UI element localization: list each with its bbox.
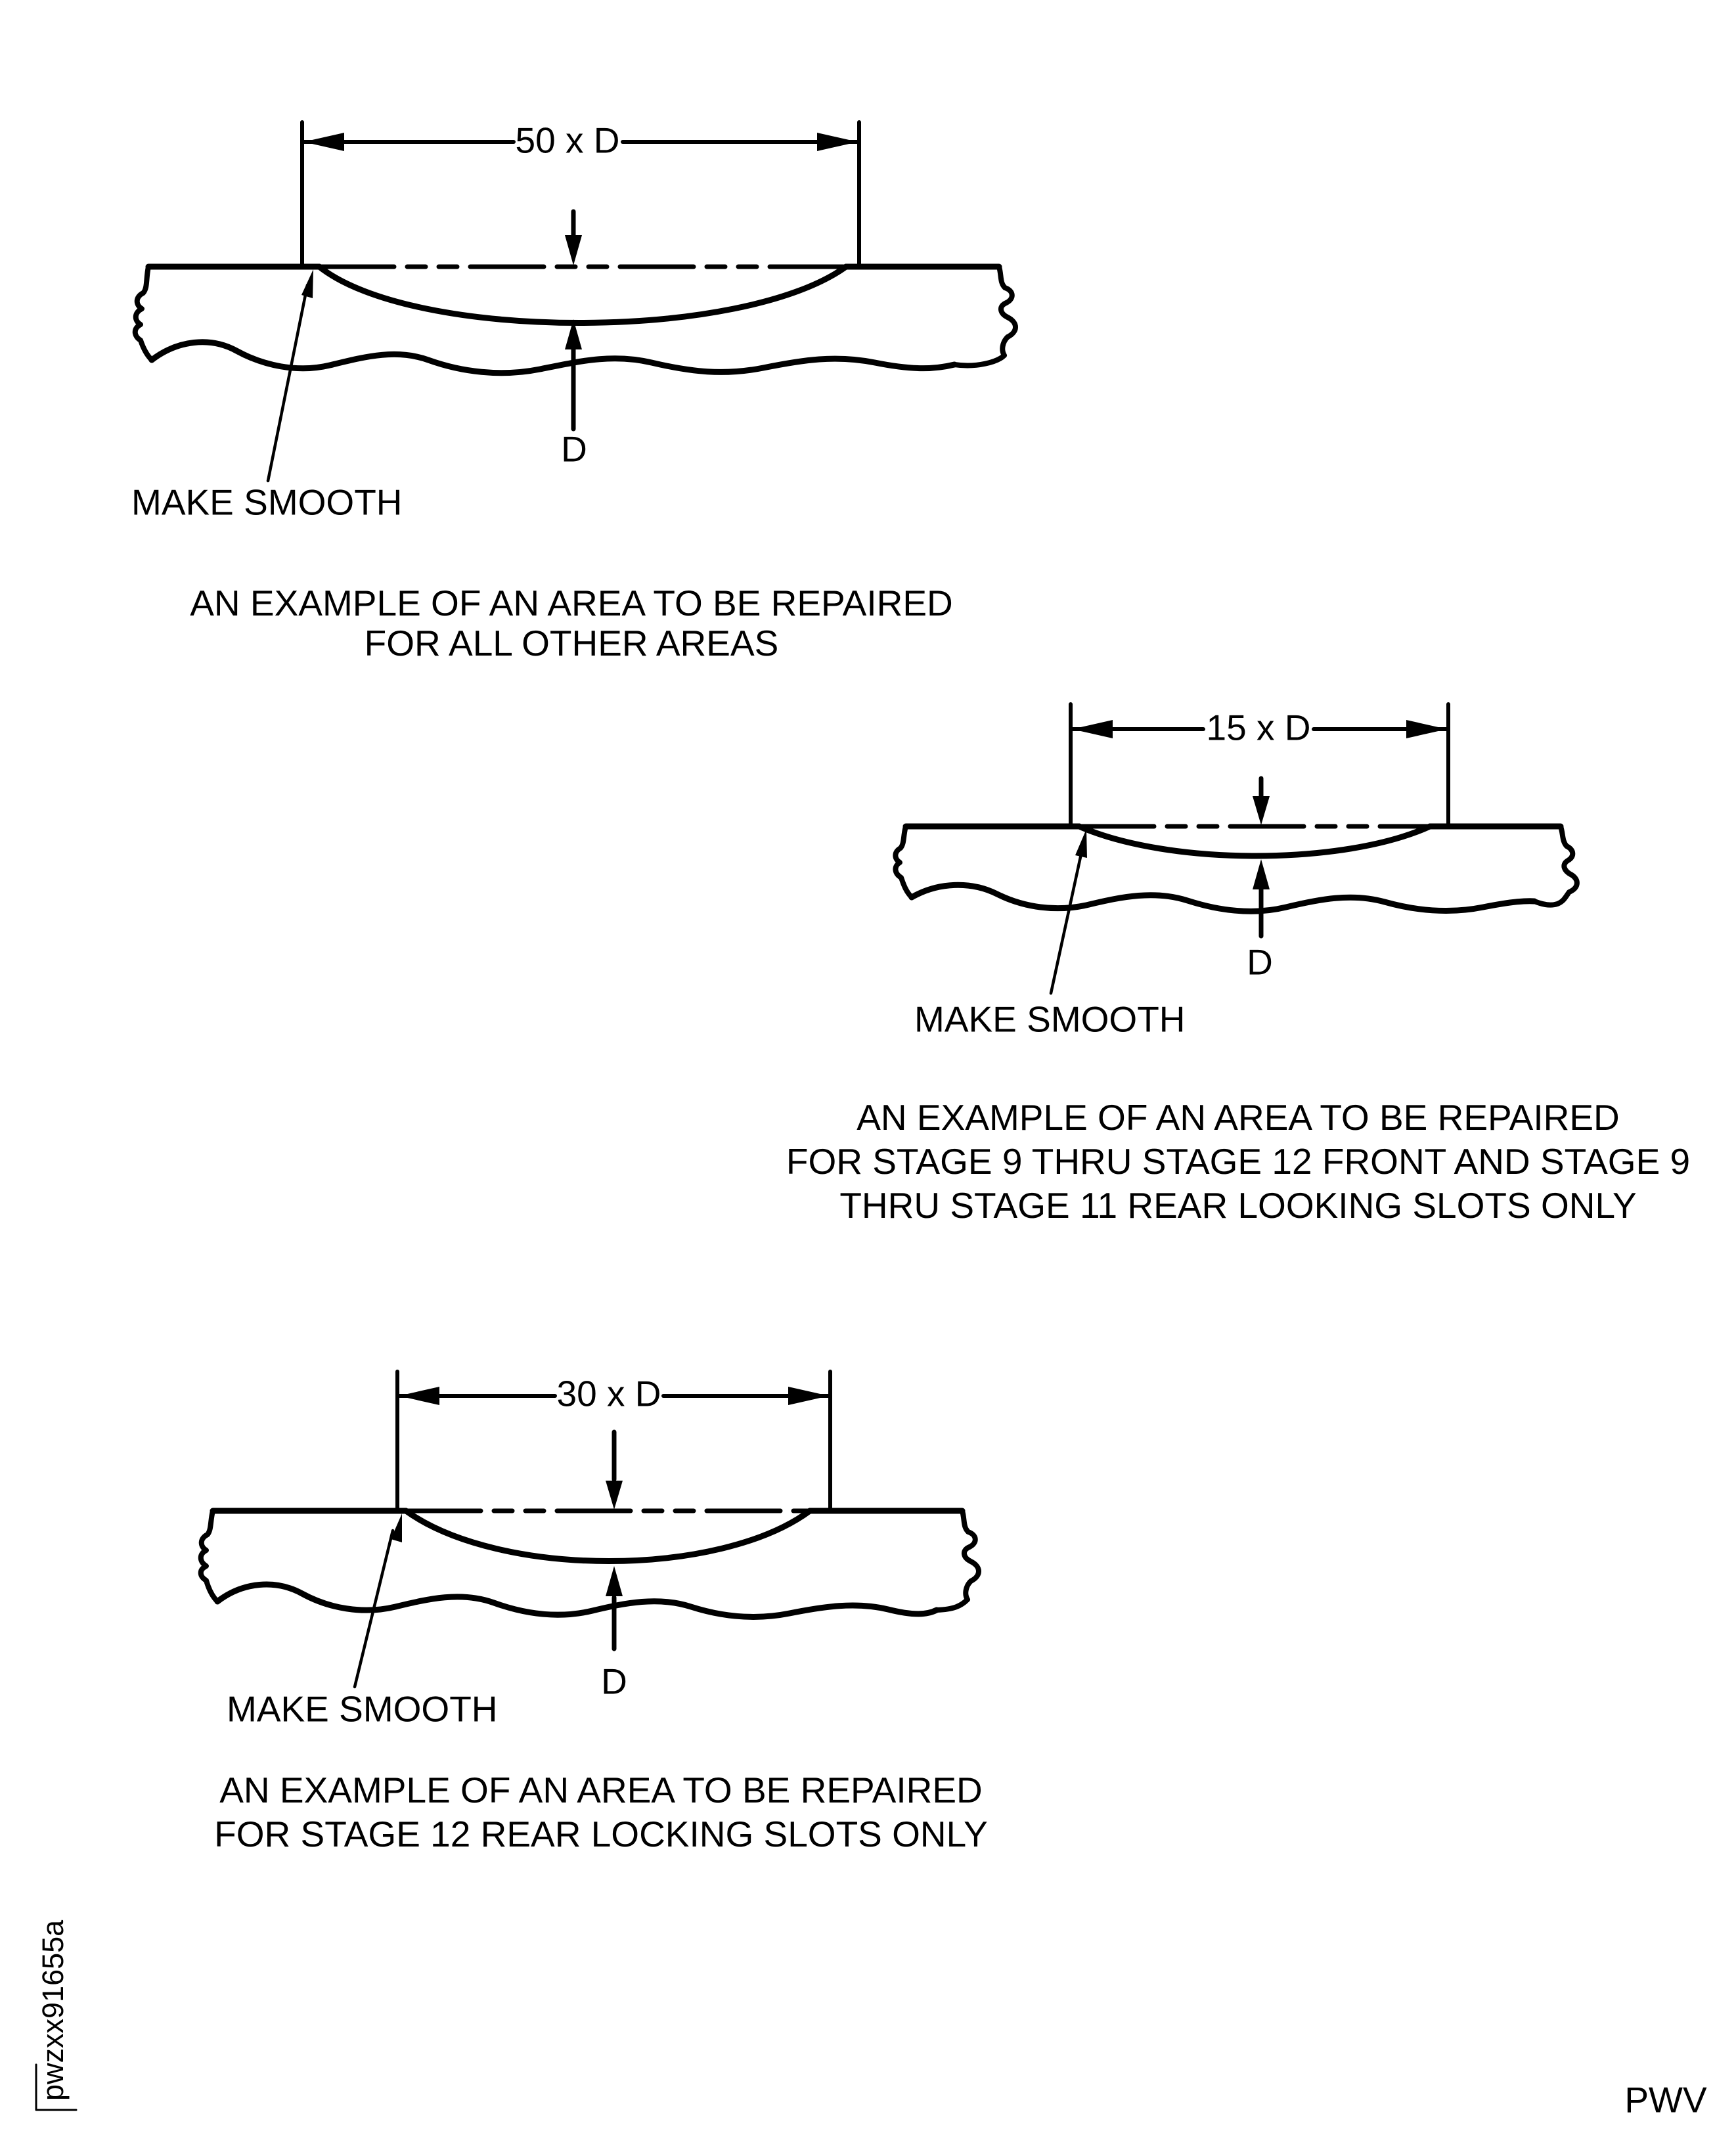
make-smooth-note: MAKE SMOOTH: [131, 482, 403, 523]
depression-curve: [1079, 826, 1430, 856]
diagram-1-art: [135, 122, 1015, 481]
leader-line: [268, 285, 307, 481]
diagram-3-art: [201, 1372, 979, 1687]
depth-label: D: [561, 428, 587, 470]
dimension-arrowhead-right: [788, 1387, 829, 1405]
bottom-wavy-line: [912, 885, 1534, 911]
bottom-wavy-line: [152, 342, 954, 373]
leader-arrowhead: [301, 269, 313, 298]
depression-curve: [319, 267, 846, 323]
depth-down-arrowhead: [565, 235, 582, 265]
caption-line: AN EXAMPLE OF AN AREA TO BE REPAIRED: [857, 1097, 1620, 1138]
leader-arrowhead: [1075, 829, 1087, 858]
depth-label: D: [601, 1661, 627, 1702]
make-smooth-note: MAKE SMOOTH: [914, 998, 1186, 1040]
dimension-label: 30 x D: [556, 1373, 661, 1414]
diagram-caption: [786, 1096, 1690, 1228]
depth-up-arrowhead: [1253, 859, 1270, 889]
caption-line: FOR STAGE 9 THRU STAGE 12 FRONT AND STAGE 9: [786, 1141, 1691, 1182]
dimension-arrowhead-right: [817, 133, 858, 151]
publisher-code: PWV: [1624, 2079, 1707, 2120]
depth-label: D: [1247, 941, 1273, 983]
bottom-wavy-line: [217, 1584, 937, 1617]
depth-down-arrowhead: [606, 1481, 623, 1510]
dimension-arrowhead-left: [303, 133, 344, 151]
caption-line: FOR ALL OTHER AREAS: [364, 623, 779, 663]
caption-line: AN EXAMPLE OF AN AREA TO BE REPAIRED: [190, 583, 953, 623]
dimension-arrowhead-right: [1406, 720, 1447, 738]
torn-edge-left: [135, 267, 152, 360]
leader-line: [1051, 854, 1081, 993]
leader-arrowhead: [391, 1513, 402, 1542]
depression-curve: [406, 1511, 810, 1561]
torn-edge-left: [201, 1511, 217, 1601]
caption-line: FOR STAGE 12 REAR LOCKING SLOTS ONLY: [214, 1814, 988, 1854]
torn-edge-right: [954, 267, 1015, 365]
dimension-arrowhead-left: [399, 1387, 439, 1405]
caption-line: THRU STAGE 11 REAR LOOKING SLOTS ONLY: [839, 1185, 1637, 1226]
depth-up-arrowhead: [606, 1566, 623, 1596]
depth-down-arrowhead: [1253, 796, 1270, 825]
torn-edge-left: [895, 826, 912, 897]
figure-code: pwzxx91655a: [36, 1919, 70, 2101]
dimension-arrowhead-left: [1072, 720, 1113, 738]
dimension-label: 15 x D: [1206, 707, 1311, 748]
make-smooth-note: MAKE SMOOTH: [227, 1688, 498, 1730]
dimension-label: 50 x D: [515, 120, 620, 161]
torn-edge-right: [937, 1511, 979, 1610]
diagram-caption: [214, 1768, 988, 1856]
torn-edge-right: [1534, 826, 1577, 905]
diagram-caption: [190, 583, 953, 663]
caption-line: AN EXAMPLE OF AN AREA TO BE REPAIRED: [219, 1770, 983, 1810]
